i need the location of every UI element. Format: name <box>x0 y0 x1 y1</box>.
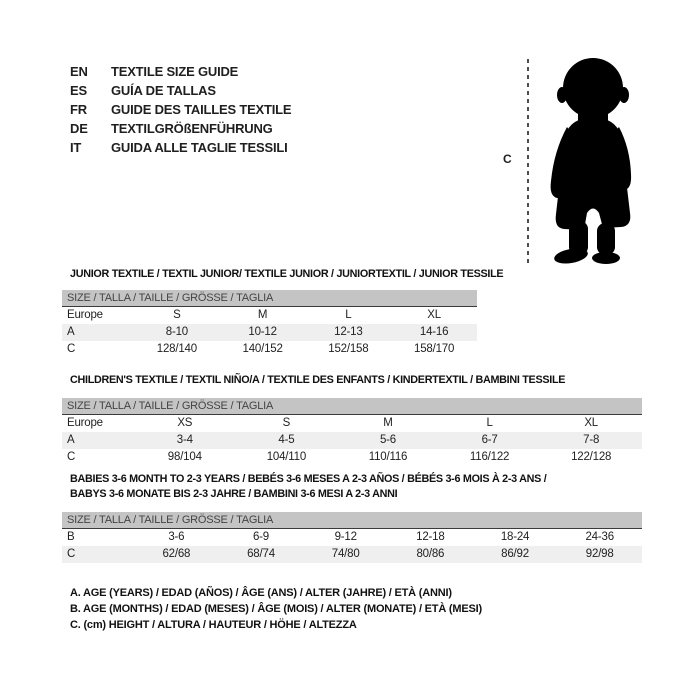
table-cell: 3-4 <box>176 434 193 446</box>
row-label: A <box>67 326 75 338</box>
table-cell: 24-36 <box>585 531 614 543</box>
table-cell: 110/116 <box>368 451 408 463</box>
footnotes <box>70 585 482 633</box>
row-label: Europe <box>67 417 103 429</box>
language-row <box>70 100 291 119</box>
language-code: IT <box>70 140 82 155</box>
row-label: A <box>67 434 75 446</box>
language-code: DE <box>70 121 88 136</box>
language-label: GUIDE DES TAILLES TEXTILE <box>111 102 292 117</box>
table-cell: 68/74 <box>247 548 275 560</box>
section-title-children <box>70 373 565 388</box>
table-cell: 7-8 <box>583 434 600 446</box>
language-row <box>70 62 291 81</box>
table-cell: 4-5 <box>278 434 295 446</box>
section-title-line: BABIES 3-6 MONTH TO 2-3 YEARS / BEBÉS 3-6 MESES A 2-3 AÑOS / BÉBÉS 3-6 MOIS À 2-3 ANS / <box>70 473 547 485</box>
section-title-junior <box>70 267 503 282</box>
table-cell: 18-24 <box>500 531 530 543</box>
table-cell: 3-6 <box>168 531 185 543</box>
table-cell: XL <box>584 417 598 429</box>
table-cell: XS <box>177 417 193 429</box>
language-row <box>70 119 291 138</box>
table-cell: XL <box>427 309 441 321</box>
table-cell: 12-18 <box>416 531 445 543</box>
table-cell: M <box>257 309 268 321</box>
language-label: GUÍA DE TALLAS <box>111 83 216 98</box>
table-row <box>62 432 642 449</box>
language-row <box>70 81 291 100</box>
table-cell: S <box>173 309 181 321</box>
table-cell: L <box>345 309 352 321</box>
table-row <box>62 341 477 358</box>
table-cell: 74/80 <box>331 548 360 560</box>
row-label: C <box>67 451 76 463</box>
table-row <box>62 546 642 563</box>
language-code: FR <box>70 102 87 117</box>
height-measure-line <box>527 59 529 267</box>
section-title-line: CHILDREN'S TEXTILE / TEXTIL NIÑO/A / TEXTILE DES ENFANTS / KINDERTEXTIL / BAMBINI TESSILE <box>70 374 566 386</box>
language-label: TEXTILE SIZE GUIDE <box>111 64 239 79</box>
table-cell: 8-10 <box>165 326 188 338</box>
table-cell: 14-16 <box>419 326 449 338</box>
table-cell: 86/92 <box>501 548 529 560</box>
row-label: Europe <box>67 309 103 321</box>
table-row <box>62 415 642 432</box>
language-code: ES <box>70 83 87 98</box>
table-cell: 92/98 <box>585 548 614 560</box>
table-row <box>62 449 642 466</box>
section-title-line: BABYS 3-6 MONATE BIS 2-3 JAHRE / BAMBINI 3-6 MESI A 2-3 ANNI <box>70 488 398 500</box>
table-cell: 6-9 <box>252 531 270 543</box>
size-table-junior <box>62 290 477 358</box>
baby-figure <box>498 50 663 275</box>
table-cell: 158/170 <box>414 343 455 355</box>
table-cell: 152/158 <box>328 343 369 355</box>
row-label: C <box>67 548 76 560</box>
language-label: GUIDA ALLE TAGLIE TESSILI <box>111 140 288 155</box>
table-header-band: SIZE / TALLA / TAILLE / GRÖSSE / TAGLIA <box>62 398 642 415</box>
section-title-babies <box>70 472 546 502</box>
footnote-line: A. AGE (YEARS) / EDAD (AÑOS) / ÂGE (ANS) / ALTER (JAHRE) / ETÀ (ANNI) <box>70 587 452 599</box>
table-cell: 9-12 <box>334 531 357 543</box>
table-cell: 104/110 <box>266 451 307 463</box>
section-title-line: JUNIOR TEXTILE / TEXTIL JUNIOR/ TEXTILE JUNIOR / JUNIORTEXTIL / JUNIOR TESSILE <box>70 268 504 280</box>
table-cell: 122/128 <box>571 451 612 463</box>
table-cell: 12-13 <box>334 326 363 338</box>
row-label: C <box>67 343 76 355</box>
table-cell: 5-6 <box>379 434 396 446</box>
table-cell: 98/104 <box>167 451 202 463</box>
table-row <box>62 324 477 341</box>
language-code: EN <box>70 64 88 79</box>
table-cell: 62/68 <box>162 548 191 560</box>
size-table-children <box>62 398 642 466</box>
table-cell: 128/140 <box>156 343 197 355</box>
table-row <box>62 307 477 324</box>
footnote-line: C. (cm) HEIGHT / ALTURA / HAUTEUR / HÖHE / ALTEZZA <box>70 619 357 631</box>
table-cell: 116/122 <box>469 451 510 463</box>
row-label: B <box>67 531 75 543</box>
language-list <box>70 62 291 157</box>
table-cell: 140/152 <box>242 343 283 355</box>
table-cell: 10-12 <box>248 326 277 338</box>
table-header-band: SIZE / TALLA / TAILLE / GRÖSSE / TAGLIA <box>62 512 642 529</box>
language-row <box>70 138 291 157</box>
table-cell: M <box>383 417 393 429</box>
table-header-band: SIZE / TALLA / TAILLE / GRÖSSE / TAGLIA <box>62 290 477 307</box>
footnote-line: B. AGE (MONTHS) / EDAD (MESES) / ÂGE (MOIS) / ALTER (MONATE) / ETÀ (MESI) <box>70 603 482 615</box>
baby-silhouette-icon <box>536 55 648 267</box>
table-cell: L <box>486 417 493 429</box>
size-table-babies <box>62 512 642 563</box>
table-row <box>62 529 642 546</box>
table-cell: 80/86 <box>416 548 445 560</box>
language-label: TEXTILGRÖßENFÜHRUNG <box>111 121 273 136</box>
table-cell: S <box>282 417 291 429</box>
table-cell: 6-7 <box>481 434 498 446</box>
height-measure-label: C <box>503 152 512 166</box>
